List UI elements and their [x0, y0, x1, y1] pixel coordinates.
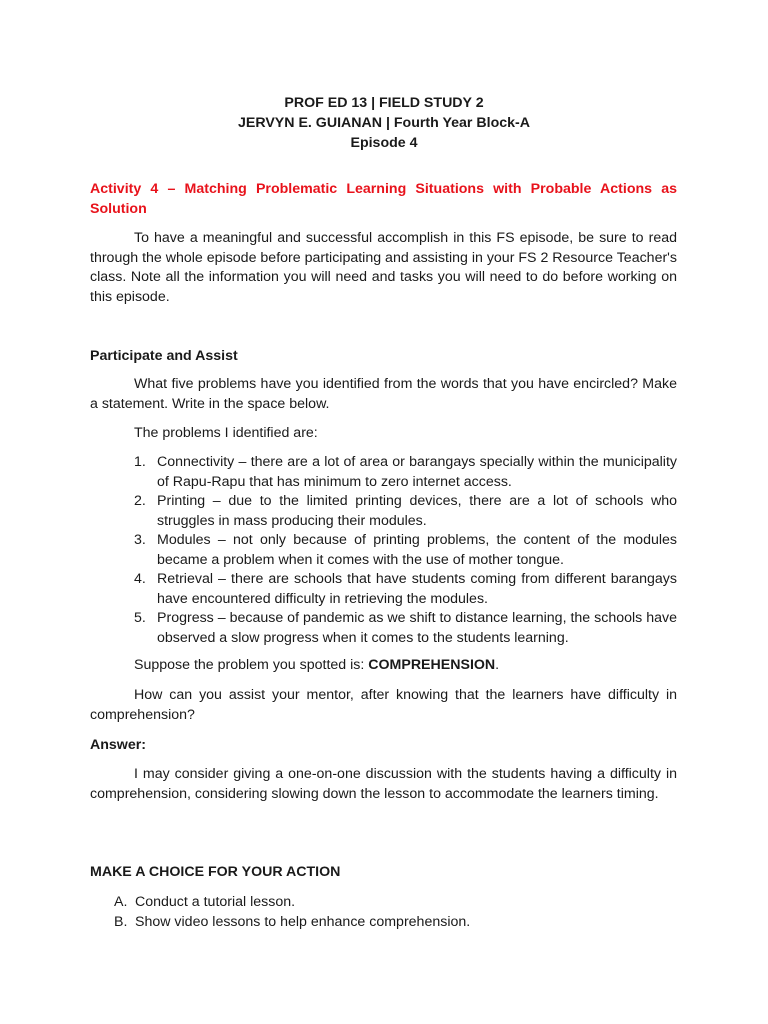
list-item: 1. Connectivity – there are a lot of area or barangays specially within the municipality of Rapu-Rapu that has minimum to zero internet access. — [134, 454, 677, 490]
episode-title: Episode 4 — [350, 135, 418, 151]
problem-term: COMPREHENSION — [368, 657, 496, 673]
answer-label: Answer: — [90, 737, 146, 753]
problems-lead: The problems I identified are: — [134, 425, 318, 441]
student-name: JERVYN E. GUIANAN | Fourth Year Block-A — [238, 115, 530, 131]
assist-question: How can you assist your mentor, after knowing that the learners have difficulty in comprehension? — [90, 687, 677, 723]
choice-heading: MAKE A CHOICE FOR YOUR ACTION — [90, 864, 341, 880]
document-header — [0, 93, 768, 153]
answer-text: I may consider giving a one-on-one discussion with the students having a difficulty in comprehension, considering slowing down the lesson to accommodate the learners timing. — [90, 766, 677, 802]
course-title: PROF ED 13 | FIELD STUDY 2 — [284, 95, 484, 111]
problems-list — [90, 453, 677, 648]
list-item: 5. Progress – because of pandemic as we shift to distance learning, the schools have observed a slow progress when it comes to the students learning. — [134, 610, 677, 646]
list-item: 2. Printing – due to the limited printing devices, there are a lot of schools who struggles in mass producing their modules. — [134, 493, 677, 529]
participate-heading: Participate and Assist — [90, 348, 238, 364]
suppose-statement: Suppose the problem you spotted is: COMPREHENSION. — [134, 657, 500, 673]
list-item: A. Conduct a tutorial lesson. — [114, 894, 296, 910]
activity-title: Activity 4 – Matching Problematic Learning Situations with Probable Actions as Solution — [90, 181, 677, 217]
choices-list — [90, 892, 677, 932]
list-item: 4. Retrieval – there are schools that have students coming from different barangays have encountered difficulty in retrieving the modules. — [134, 571, 677, 607]
five-problems-question: What five problems have you identified from the words that you have encircled? Make a statement. Write in the space below. — [90, 376, 677, 412]
list-item: 3. Modules – not only because of printing problems, the content of the modules became a problem when it comes with the use of mother tongue. — [134, 532, 677, 568]
intro-paragraph: To have a meaningful and successful accomplish in this FS episode, be sure to read through the whole episode before participating and assisting in your FS 2 Resource Teacher's class. Note all the information you will need and tasks you will need to do before working on this episode. — [90, 230, 677, 305]
list-item: B. Show video lessons to help enhance comprehension. — [114, 914, 471, 930]
